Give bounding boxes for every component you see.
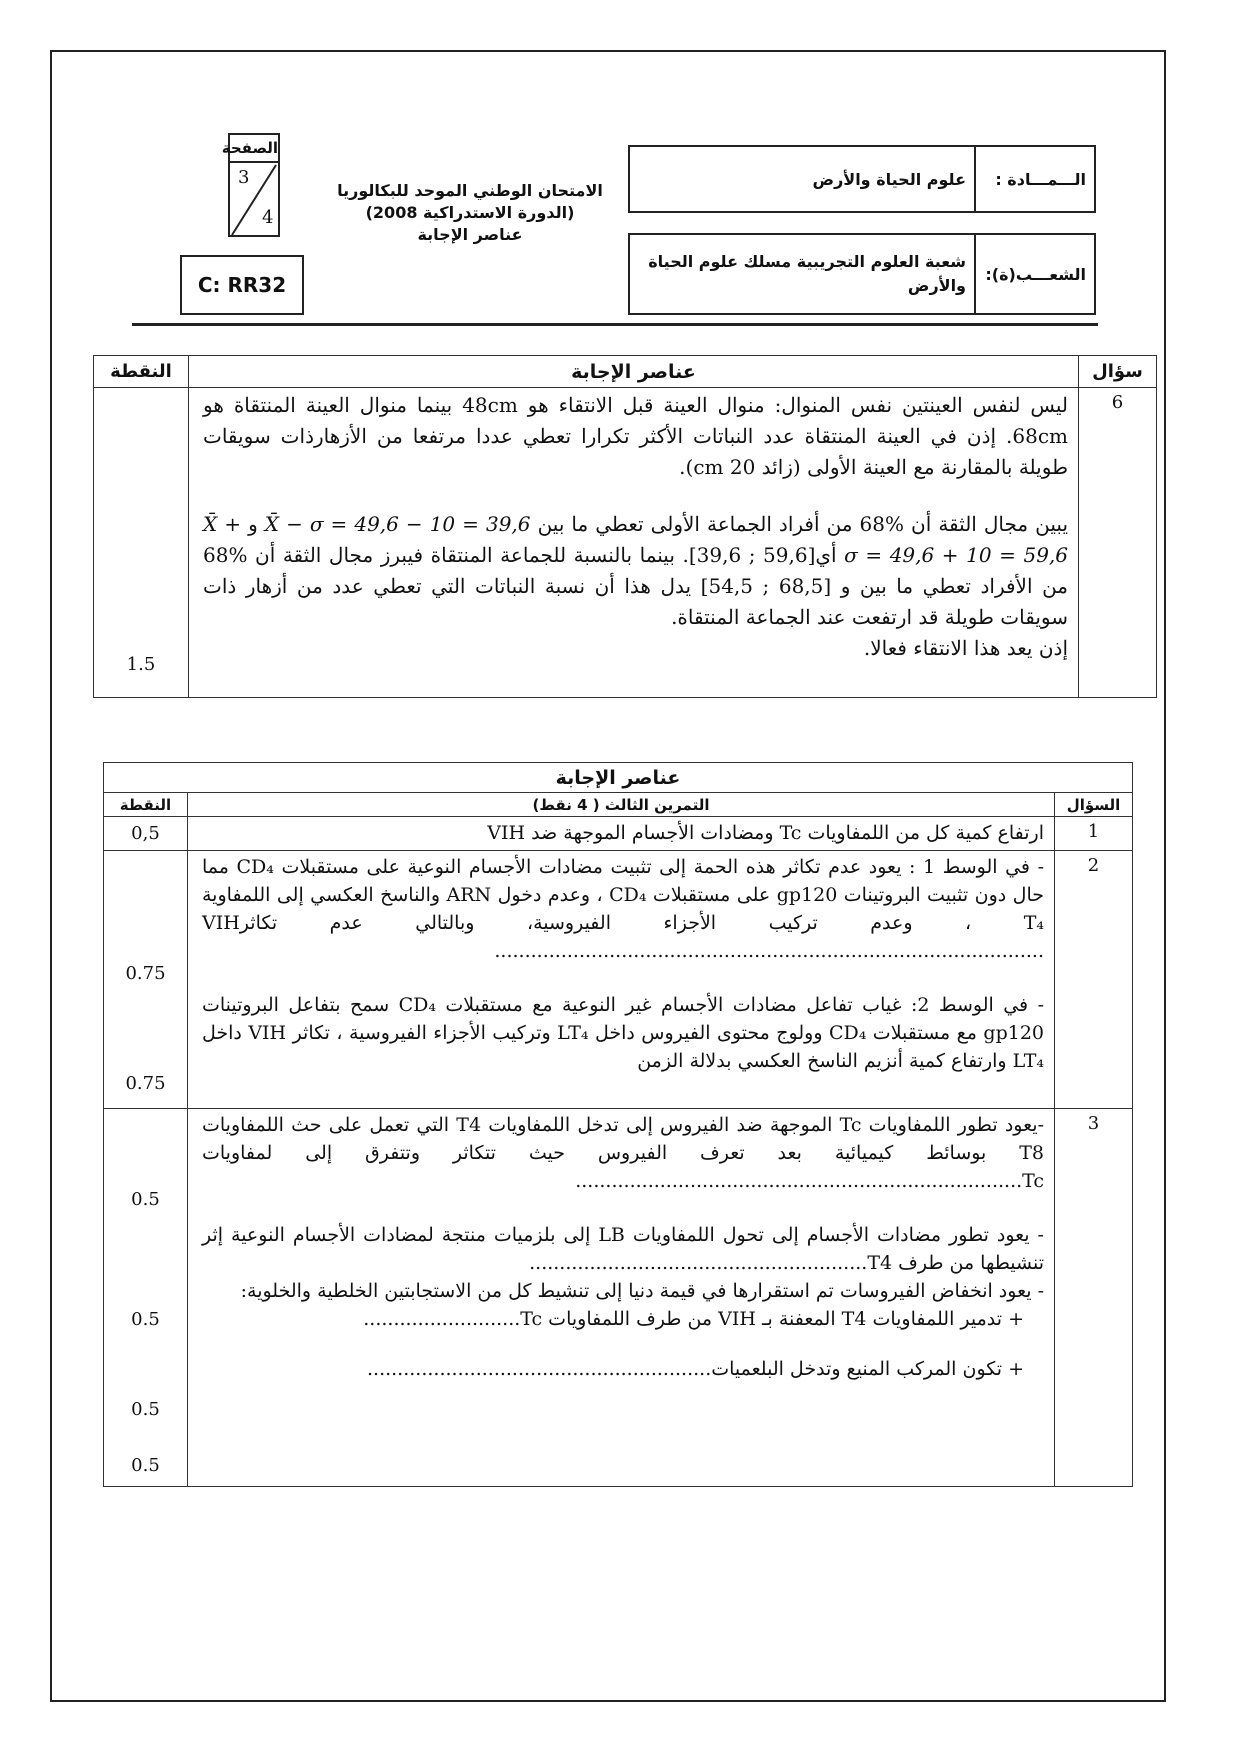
table1-para2-c: أي[59,6 ; 39,6]. بينما بالنسبة للجماعة المنتقاة فيبرز مجال الثقة أن %68 من الأفراد تعطي ما بين و [68,5 ; 54,5] يدل هذا أن نسبة النباتات التي تعطي عدد من أزهار ذات سويقات طويلة قد ارتفعت عند الجماعة المنتقاة.: [203, 543, 1069, 629]
row1-num: 1: [1055, 817, 1133, 851]
row3-score: [104, 1109, 188, 1487]
page-indicator: [221, 133, 280, 237]
row2-para1: - في الوسط 1 : يعود عدم تكاثر هذه الحمة إلى تثبيت مضادات الأجسام النوعية على مستقبلات CD₄ مما حال دون تثبيت البروتينات gp120 على مستقبلات CD₄ ، وعدم دخول ARN والناسخ العكسي إلى اللمفاوية T₄ ، وعدم تركيب الأجزاء الفيروسية، وبالتالي عدم تكاثرVIH ...........................................................................................: [202, 856, 1044, 962]
table1-col-answer: عناصر الإجابة: [189, 356, 1079, 388]
table1-answer: [189, 388, 1079, 698]
table1-para3: إذن يعد هذا الانتقاء فعالا.: [863, 636, 1068, 660]
table2-row-1: [104, 817, 1133, 851]
row3-para3: - يعود انخفاض الفيروسات تم استقرارها في قيمة دنيا إلى تنشيط كل من الاستجابتين الخلطية والخلوية:: [240, 1280, 1044, 1302]
code-box: [180, 255, 304, 315]
row3-para2: - يعود تطور مضادات الأجسام إلى تحول اللمفاويات LB إلى بلزميات منتجة لمضادات الأجسام النوعية إثر تنشيطها من طرف T4........................................................: [202, 1224, 1044, 1274]
table1-para2-a: يبين مجال الثقة أن %68 من أفراد الجماعة الأولى تعطي ما بين: [537, 512, 1069, 536]
page-total: 4: [262, 207, 274, 228]
table2-row-2: [104, 851, 1133, 1109]
branch-value: شعبة العلوم التجريبية مسلك علوم الحياة والأرض: [648, 252, 966, 295]
table1-score-value: 1.5: [126, 654, 156, 675]
row3-para1: -يعود تطور اللمفاويات Tc الموجهة ضد الفيروس إلى تدخل اللمفاويات T4 التي تعمل على حث اللمفاويات T8 بوسائط كيميائية بعد تعرف الفيروس حيث تتكاثر وتتفرق إلى لمفاويات Tc..........................................................................: [202, 1114, 1044, 1192]
row1-text: ارتفاع كمية كل من اللمفاويات Tc ومضادات الأجسام الموجهة ضد VIH: [188, 817, 1055, 851]
formula-mean-plus-sigma: X̄ + σ = 49,6 + 10 = 59,6: [203, 512, 1068, 567]
row2-text: [188, 851, 1055, 1109]
row2-score: [104, 851, 188, 1109]
table1-score: [94, 388, 189, 698]
table2-row-3: [104, 1109, 1133, 1487]
row3-text: [188, 1109, 1055, 1487]
subject-value: علوم الحياة والأرض: [812, 169, 966, 189]
table2-title-row: [104, 763, 1133, 793]
page-current: 3: [238, 167, 250, 188]
exam-title-block: [320, 180, 620, 246]
table2-col-score: النقطة: [104, 793, 188, 817]
page-label: الصفحة: [230, 135, 278, 163]
branch-label: الشعـــب(ة):: [974, 235, 1094, 313]
table1-para1: ليس لنفس العينتين نفس المنوال: منوال العينة قبل الانتقاء هو 48cm بينما منوال العينة المنتقاة هو 68cm. إذن في العينة المنتقاة عدد النباتات الأكثر تكرارا تعطي عددا مرتفعا من الأزهارذات سويقات طويلة بالمقارنة مع العينة الأولى (زائد 20 cm).: [203, 393, 1068, 479]
row3-score-1: 0.5: [131, 1189, 160, 1210]
header-separator: [132, 323, 1098, 326]
row1-score: 0,5: [104, 817, 188, 851]
exam-code: C: RR32: [197, 273, 287, 297]
table2-col-question: السؤال: [1055, 793, 1133, 817]
table2-header: [104, 793, 1133, 817]
table1-para2: [203, 509, 1068, 633]
row3-para5: + تكون المركب المنيع وتدخل البلعميات.........................................................: [366, 1358, 1024, 1380]
table1-question-num: 6: [1079, 388, 1157, 698]
subject-box: [628, 145, 1096, 213]
table1-header: [94, 356, 1157, 388]
row3-score-2: 0.5: [131, 1309, 160, 1330]
table2-exercise-title: التمرين الثالث ( 4 نقط): [188, 793, 1055, 817]
exam-session: (الدورة الاستدراكية 2008): [365, 203, 575, 222]
table2-title: عناصر الإجابة: [104, 763, 1133, 793]
exam-title: الامتحان الوطني الموحد للبكالوريا: [337, 181, 603, 200]
formula-mean-minus-sigma: X̄ − σ = 49,6 − 10 = 39,6: [264, 512, 531, 536]
table1-row-6: [94, 388, 1157, 698]
row3-num: 3: [1055, 1109, 1133, 1487]
row3-score-3: 0.5: [131, 1399, 160, 1420]
row3-score-4: 0.5: [131, 1455, 160, 1476]
subject-label: الـــمـــادة :: [974, 147, 1094, 211]
row2-para2: - في الوسط 2: غياب تفاعل مضادات الأجسام غير النوعية مع مستقبلات CD₄ سمح بتفاعل البروتينات gp120 مع مستقبلات CD₄ وولوج محتوى الفيروس داخل LT₄ وتركيب الأجزاء الفيروسية ، تكاثر VIH داخل LT₄ وارتفاع كمية أنزيم الناسخ العكسي بدلالة الزمن: [202, 994, 1045, 1072]
row2-num: 2: [1055, 851, 1133, 1109]
answer-table-2: [103, 762, 1133, 1487]
row3-para4: + تدمير اللمفاويات T4 المعفنة بـ VIH من طرف اللمفاويات Tc..........................: [363, 1308, 1024, 1330]
row2-score-2: 0.75: [125, 1073, 166, 1094]
exam-subtitle: عناصر الإجابة: [417, 225, 523, 244]
table1-col-question: سؤال: [1079, 356, 1157, 388]
answer-table-1: [93, 355, 1157, 698]
row2-score-1: 0.75: [125, 963, 166, 984]
branch-box: [628, 233, 1096, 315]
table1-para2-b: و: [248, 512, 258, 536]
table1-col-score: النقطة: [94, 356, 189, 388]
